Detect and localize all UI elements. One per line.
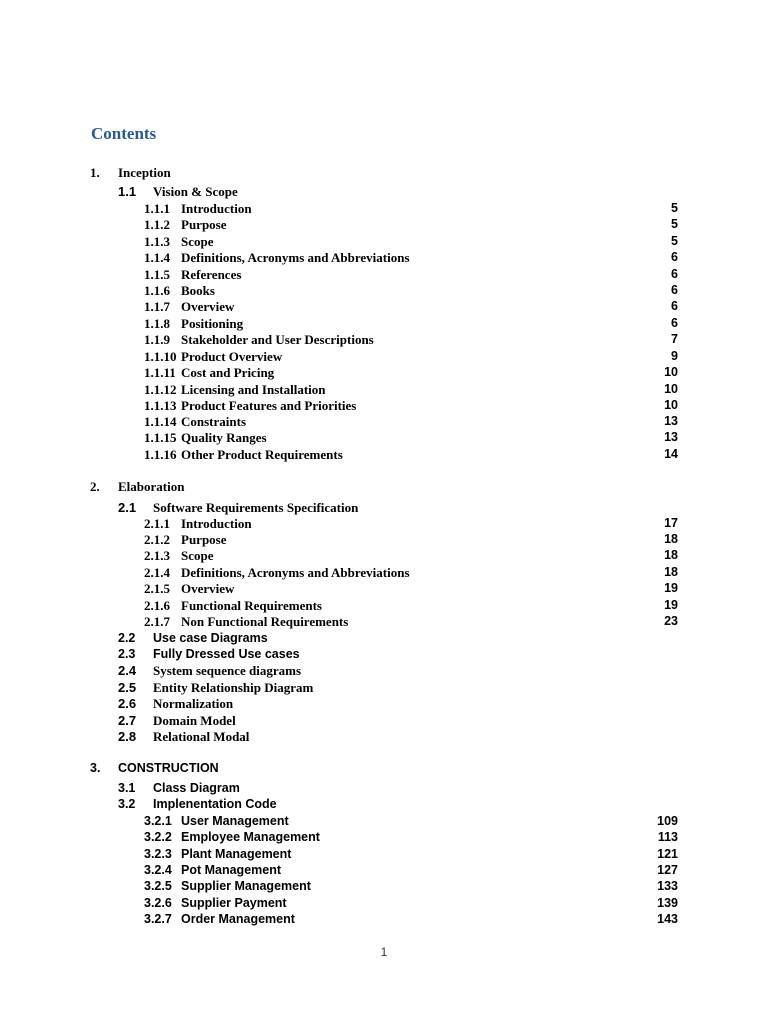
toc-entry-title: Purpose (181, 217, 227, 232)
toc-entry[interactable] (0, 364, 768, 381)
toc-entry-page: 6 (671, 316, 678, 330)
toc-entry[interactable] (0, 331, 768, 348)
toc-entry-page: 7 (671, 332, 678, 346)
toc-entry-number: 2.1.5 (144, 581, 170, 596)
toc-entry-title: System sequence diagrams (153, 663, 302, 678)
toc-entry-page: 10 (664, 365, 678, 379)
toc-entry[interactable] (0, 164, 768, 181)
toc-entry-number: 2.2 (118, 631, 136, 645)
toc-entry-title: Scope (181, 234, 214, 249)
toc-entry-page: 6 (671, 283, 678, 297)
toc-entry-number: 3.2.2 (144, 830, 172, 844)
toc-entry-number: 3.2.3 (144, 847, 172, 861)
toc-entry-page: 127 (657, 863, 678, 877)
toc-entry[interactable] (0, 200, 768, 217)
toc-entry-number: 1.1.13 (144, 398, 177, 413)
toc-entry-title: Domain Model (153, 713, 236, 728)
toc-entry-number: 2.4 (118, 663, 137, 678)
toc-entry[interactable] (0, 846, 768, 863)
toc-entry[interactable] (0, 547, 768, 564)
toc-entry-title: Functional Requirements (181, 598, 322, 613)
toc-entry[interactable] (0, 712, 768, 729)
toc-entry-number: 1.1.14 (144, 414, 177, 429)
toc-entry[interactable] (0, 630, 768, 647)
toc-entry-number: 1.1.15 (144, 430, 177, 445)
toc-entry-number: 1.1.11 (144, 365, 176, 380)
toc-entry-number: 1.1.2 (144, 217, 170, 232)
toc-entry-number: 2.1.3 (144, 548, 170, 563)
toc-entry-title: Definitions, Acronyms and Abbreviations (181, 250, 410, 265)
toc-title: Contents (91, 124, 157, 143)
toc-entry-number: 1.1.16 (144, 447, 177, 462)
toc-entry-number: 1.1.3 (144, 234, 170, 249)
toc-entry-title: Introduction (181, 201, 252, 216)
toc-entry-page: 10 (664, 382, 678, 396)
toc-entry-page: 133 (657, 879, 678, 893)
toc-entry[interactable] (0, 478, 768, 495)
toc-entry-title: Supplier Management (181, 879, 311, 893)
toc-entry-title: Vision & Scope (153, 184, 238, 199)
toc-entry-title: User Management (181, 814, 289, 828)
toc-entry-number: 2.1 (118, 500, 137, 515)
toc-entry-number: 2. (90, 479, 100, 494)
toc-entry-page: 19 (664, 581, 678, 595)
toc-entry-title: Books (181, 283, 215, 298)
toc-entry-number: 1. (90, 165, 100, 180)
toc-entry-number: 2.8 (118, 729, 137, 744)
toc-entry[interactable] (0, 728, 768, 745)
toc-entry-page: 5 (671, 217, 678, 231)
toc-entry-page: 13 (664, 430, 678, 444)
toc-entry[interactable] (0, 695, 768, 712)
toc-entry-page: 23 (664, 614, 678, 628)
toc-entry-number: 1.1 (118, 184, 137, 199)
toc-entry-title: Non Functional Requirements (181, 614, 349, 629)
toc-entry-title: Implenentation Code (153, 797, 277, 811)
toc-entry-number: 2.1.4 (144, 565, 170, 580)
toc-entry-page: 6 (671, 250, 678, 264)
toc-entry-title: Elaboration (118, 479, 185, 494)
toc-entry[interactable] (0, 429, 768, 446)
toc-entry-number: 3.2.7 (144, 912, 172, 926)
toc-entry-title: Quality Ranges (181, 430, 267, 445)
toc-entry-title: Use case Diagrams (153, 631, 268, 645)
toc-entry-title: Stakeholder and User Descriptions (181, 332, 374, 347)
toc-entry[interactable] (0, 216, 768, 233)
toc-entry[interactable] (0, 662, 768, 679)
toc-entry-title: Cost and Pricing (181, 365, 275, 380)
toc-entry-title: CONSTRUCTION (118, 761, 219, 775)
toc-entry-number: 3. (90, 761, 101, 775)
toc-entry[interactable] (0, 911, 768, 928)
toc-entry-number: 2.1.7 (144, 614, 170, 629)
toc-entry-number: 2.3 (118, 647, 136, 661)
toc-entry-number: 3.1 (118, 781, 136, 795)
toc-entry-title: Plant Management (181, 847, 292, 861)
toc-entry[interactable] (0, 413, 768, 430)
toc-entry-title: Order Management (181, 912, 295, 926)
toc-entry[interactable] (0, 597, 768, 614)
toc-entry-title: Product Overview (181, 349, 283, 364)
toc-entry-title: Supplier Payment (181, 896, 287, 910)
toc-entry-page: 113 (657, 830, 678, 844)
toc-entry-page: 18 (664, 532, 678, 546)
toc-entry-title: Constraints (181, 414, 247, 429)
toc-entry[interactable] (0, 348, 768, 365)
toc-entry-page: 18 (664, 565, 678, 579)
toc-entry-number: 1.1.9 (144, 332, 170, 347)
toc-entry-page: 121 (657, 847, 678, 861)
toc-entry-number: 1.1.8 (144, 316, 170, 331)
toc-entry-number: 2.1.6 (144, 598, 170, 613)
toc-entry[interactable] (0, 249, 768, 266)
toc-entry-number: 3.2.5 (144, 879, 172, 893)
toc-entry-title: Entity Relationship Diagram (153, 680, 314, 695)
toc-entry-page: 5 (671, 234, 678, 248)
toc-entry[interactable] (0, 646, 768, 663)
toc-entry-title: Scope (181, 548, 214, 563)
toc-entry-number: 3.2.1 (144, 814, 172, 828)
toc-entry-title: Relational Modal (153, 729, 250, 744)
toc-entry-title: Definitions, Acronyms and Abbreviations (181, 565, 410, 580)
toc-entry[interactable] (0, 580, 768, 597)
toc-entry-page: 143 (657, 912, 678, 926)
toc-entry[interactable] (0, 531, 768, 548)
toc-entry-number: 1.1.1 (144, 201, 170, 216)
toc-entry-title: Fully Dressed Use cases (153, 647, 300, 661)
toc-entry-page: 9 (671, 349, 678, 363)
toc-entry[interactable] (0, 381, 768, 398)
toc-entry[interactable] (0, 780, 768, 797)
toc-entry-number: 3.2.6 (144, 896, 172, 910)
toc-entry-number: 1.1.12 (144, 382, 177, 397)
toc-entry-number: 2.7 (118, 713, 137, 728)
toc-entry-title: References (181, 267, 242, 282)
toc-entry-title: Software Requirements Specification (153, 500, 359, 515)
toc-entry[interactable] (0, 397, 768, 414)
toc-entry-title: Licensing and Installation (181, 382, 326, 397)
toc-entry-page: 18 (664, 548, 678, 562)
toc-entry-number: 1.1.7 (144, 299, 170, 314)
toc-entry-page: 5 (671, 201, 678, 215)
toc-entry-title: Pot Management (181, 863, 282, 877)
toc-entry[interactable] (0, 813, 768, 830)
toc-entry-page: 6 (671, 267, 678, 281)
toc-entry-page: 6 (671, 299, 678, 313)
toc-entry-title: Overview (181, 581, 235, 596)
toc-entry[interactable] (0, 862, 768, 879)
toc-entry-number: 1.1.4 (144, 250, 170, 265)
toc-entry[interactable] (0, 298, 768, 315)
toc-entry-title: Introduction (181, 516, 252, 531)
toc-entry[interactable] (0, 760, 768, 777)
toc-entry[interactable] (0, 233, 768, 250)
toc-entry-number: 2.6 (118, 696, 137, 711)
toc-entry-number: 1.1.10 (144, 349, 177, 364)
toc-entry[interactable] (0, 679, 768, 696)
toc-entry[interactable] (0, 878, 768, 895)
toc-entry-number: 2.1.2 (144, 532, 170, 547)
toc-entry-number: 1.1.5 (144, 267, 170, 282)
toc-entry-title: Inception (118, 165, 171, 180)
toc-entry[interactable] (0, 446, 768, 463)
toc-entry-title: Normalization (153, 696, 234, 711)
toc-entry[interactable] (0, 266, 768, 283)
toc-entry-title: Product Features and Priorities (181, 398, 357, 413)
toc-entry-number: 3.2.4 (144, 863, 172, 877)
toc-entry[interactable] (0, 613, 768, 630)
toc-entry-page: 13 (664, 414, 678, 428)
toc-entry-title: Overview (181, 299, 235, 314)
toc-entry[interactable] (0, 895, 768, 912)
toc-entry-title: Positioning (181, 316, 244, 331)
toc-entry-page: 14 (664, 447, 678, 461)
toc-entry[interactable] (0, 282, 768, 299)
toc-entry[interactable] (0, 499, 768, 516)
toc-entry[interactable] (0, 796, 768, 813)
toc-entry-page: 19 (664, 598, 678, 612)
toc-entry-title: Employee Management (181, 830, 320, 844)
toc-entry-title: Purpose (181, 532, 227, 547)
toc-entry[interactable] (0, 564, 768, 581)
toc-entry[interactable] (0, 515, 768, 532)
toc-entry-number: 2.1.1 (144, 516, 170, 531)
toc-entry-title: Class Diagram (153, 781, 240, 795)
toc-entry-page: 10 (664, 398, 678, 412)
toc-entry-page: 17 (664, 516, 678, 530)
toc-entry-number: 3.2 (118, 797, 136, 811)
toc-entry-number: 2.5 (118, 680, 137, 695)
toc-entry-title: Other Product Requirements (181, 447, 343, 462)
page-number: 1 (380, 945, 388, 959)
toc-entry[interactable] (0, 829, 768, 846)
toc-entry[interactable] (0, 183, 768, 200)
toc-entry-page: 139 (657, 896, 678, 910)
toc-entry-number: 1.1.6 (144, 283, 170, 298)
toc-entry-page: 109 (657, 814, 678, 828)
toc-entry[interactable] (0, 315, 768, 332)
